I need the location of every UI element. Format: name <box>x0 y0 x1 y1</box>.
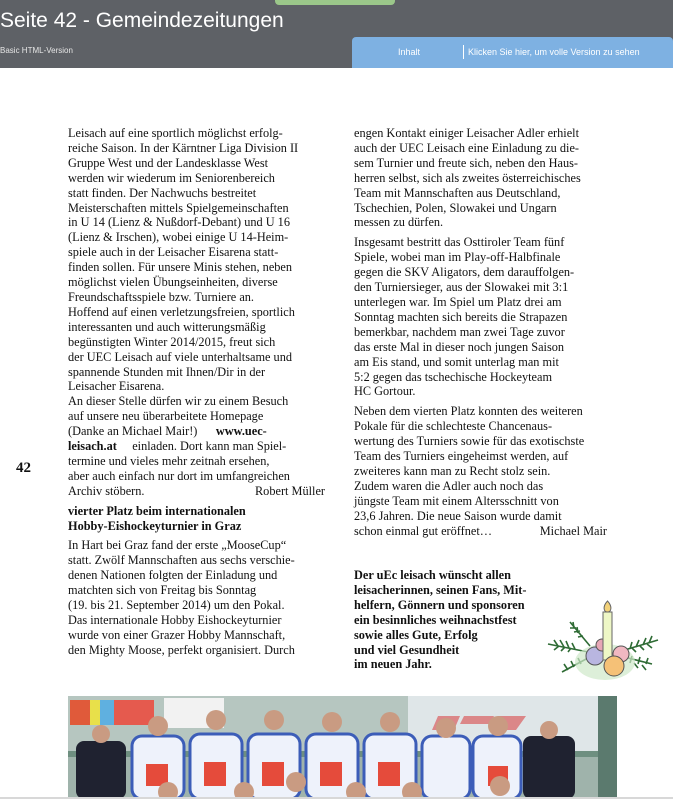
article-headline: vierter Platz beim internationalen <box>68 503 246 518</box>
team-photo-image <box>68 696 617 799</box>
page-title: Seite 42 - Gemeindezeitungen <box>0 9 284 32</box>
text-line: Zudem waren die Adler auch noch das <box>354 478 544 493</box>
article-column-2 <box>354 126 619 538</box>
text-line: Spiele, wobei man im Play-off-Halbfinale <box>354 250 561 265</box>
text-span: (Danke an Michael Mair!) <box>68 424 198 439</box>
text-span: schon einmal gut eröffnet… <box>354 523 493 538</box>
text-line: Meisterschaften mittels Spielgemeinschaften <box>68 200 289 215</box>
text-line: Pokale für die schlechteste Chancenaus- <box>354 419 553 434</box>
text-line: den Turniersieger, aus der Slowakei mit 3:1 <box>354 280 569 295</box>
text-line: wertung des Turniers sowie für das exotischste <box>354 434 585 449</box>
text-line: jüngste Team mit einem Altersschnitt von <box>354 493 559 508</box>
text-line: das erste Mal in dieser noch jungen Saison <box>354 339 565 354</box>
homepage-link-cont[interactable]: leisach.at <box>68 439 117 454</box>
text-line: statt finden. Der Nachwuchs bestreitet <box>68 185 257 200</box>
text-line: werden wir wiederum im Seniorenbereich <box>68 170 275 185</box>
text-line: Sonntag machten sich bereits die Strapazen <box>354 309 568 324</box>
text-line: spannende Stunden mit Ihnen/Dir in der <box>68 364 266 379</box>
team-photo <box>68 696 617 799</box>
christmas-greeting <box>354 568 527 672</box>
text-line: Leisacher Eisarena. <box>68 379 165 394</box>
author-signature: Robert Müller <box>254 483 325 498</box>
advent-candle-illustration <box>540 600 665 685</box>
text-line <box>68 424 338 439</box>
text-line: begünstigten Winter 2014/2015, freut sich <box>68 334 276 349</box>
text-line: Der uEc leisach wünscht allen <box>354 568 511 582</box>
top-tab[interactable] <box>275 0 395 5</box>
text-line: matchten sich von Freitag bis Sonntag <box>68 583 257 598</box>
text-line: Freundschaftsspiele bzw. Turniere an. <box>68 289 255 304</box>
text-line: helfern, Gönnern und sponsoren <box>354 597 525 612</box>
text-line: gegen die SKV Aligators, dem darauffolgen- <box>354 265 575 280</box>
text-line: finden sollen. Für unsere Minis stehen, neben <box>68 260 293 275</box>
text-line: Insgesamt bestritt das Osttiroler Team fünf <box>354 235 565 250</box>
text-line: (Lienz & Irschen), wobei einige U 14-Heim- <box>68 230 289 245</box>
text-line: engen Kontakt einiger Leisacher Adler erhielt <box>354 126 580 140</box>
text-span: Archiv stöbern. <box>68 483 145 498</box>
text-line: Gruppe West und der Landesklasse West <box>68 155 269 170</box>
nav-bar <box>352 37 673 68</box>
text-line: zweiteres kann man zu Recht stolz sein. <box>354 463 551 478</box>
text-line: Das internationale Hobby Eishockeyturnier <box>68 613 282 627</box>
text-line: in U 14 (Lienz & Nußdorf-Debant) und U 16 <box>68 215 290 230</box>
basic-html-label: Basic HTML-Version <box>0 46 73 55</box>
text-line: unterlegen war. Im Spiel um Platz drei am <box>354 294 562 309</box>
text-line: im neuen Jahr. <box>354 657 432 672</box>
text-line: und viel Gesundheit <box>354 642 460 657</box>
text-line: herren selbst, sich als zweites österreichisches <box>354 170 581 185</box>
contents-link[interactable]: Inhalt <box>398 47 421 57</box>
text-line: der UEC Leisach auf viele unterhaltsame und <box>68 349 292 364</box>
text-line: Team mit Mannschaften aus Deutschland, <box>354 185 561 200</box>
text-line <box>354 524 607 539</box>
text-line: messen zu dürfen. <box>354 215 444 230</box>
text-line: leisacherinnen, seinen Fans, Mit- <box>354 582 527 597</box>
text-line: Tschechien, Polen, Slowakei und Ungarn <box>354 200 557 215</box>
nav-divider <box>463 45 464 59</box>
text-line: auf unsere neu überarbeitete Homepage <box>68 409 264 424</box>
text-line: termine und vieles mehr zeitnah ersehen, <box>68 453 270 468</box>
text-line: wurde von einer Grazer Hobby Mannschaft, <box>68 627 286 642</box>
text-line: (19. bis 21. September 2014) um den Pokal. <box>68 598 285 613</box>
text-line: bemerkbar, nachdem man zwei Tage zuvor <box>354 324 565 339</box>
article-headline: Hobby-Eishockeyturnier in Graz <box>68 518 242 533</box>
text-line: interessanten und auch witterungsmäßig <box>68 319 266 334</box>
text-line: In Hart bei Graz fand der erste „MooseCup“ <box>68 538 287 553</box>
text-line: spiele auch in der Leisacher Eisarena statt- <box>68 245 279 260</box>
homepage-link[interactable]: www.uec- <box>215 424 267 439</box>
text-line: möglichst vielen Übungseinheiten, diverse <box>68 275 278 290</box>
author-signature: Michael Mair <box>539 523 607 538</box>
text-line <box>68 484 325 499</box>
text-line: ein besinnliches weihnachstfest <box>354 612 517 627</box>
text-line: sowie alles Gute, Erfolg <box>354 627 478 642</box>
text-line: statt. Zwölf Mannschaften aus sechs verschie- <box>68 553 295 568</box>
text-line: Neben dem vierten Platz konnten des weiteren <box>354 404 583 419</box>
text-line <box>68 439 338 454</box>
article-column-1 <box>68 126 338 658</box>
text-line: reiche Saison. In der Kärntner Liga Division II <box>68 140 299 155</box>
text-line: HC Gortour. <box>354 384 416 399</box>
text-line: sem Turnier und freute sich, neben den Haus- <box>354 155 579 170</box>
text-line: denen Nationen folgten der Einladung und <box>68 568 278 583</box>
text-line: Leisach auf eine sportlich möglichst erfolg- <box>68 126 283 140</box>
text-line: den Mighty Moose, perfekt organisiert. Durch <box>68 642 295 657</box>
text-line: Team des Turniers eingeheimst werden, auf <box>354 449 569 464</box>
text-line: Hoffend auf einen verletzungsfreien, sportlich <box>68 304 295 319</box>
page-number: 42 <box>16 460 31 476</box>
text-line: aber auch einfach nur dort im umfangreichen <box>68 468 290 483</box>
text-line: An dieser Stelle dürfen wir zu einem Besuch <box>68 394 289 409</box>
text-line: 23,6 Jahren. Die neue Saison wurde damit <box>354 508 562 523</box>
text-line: auch der UEC Leisach eine Einladung zu die- <box>354 140 580 155</box>
full-version-link[interactable]: Klicken Sie hier, um volle Version zu sehen <box>468 47 640 57</box>
text-span: einladen. Dort kann man Spiel- <box>132 439 287 454</box>
text-line: 5:2 gegen das tschechische Hockeyteam <box>354 369 553 384</box>
page-header <box>0 0 673 68</box>
text-line: am Eis stand, und somit unterlag man mit <box>354 354 559 369</box>
